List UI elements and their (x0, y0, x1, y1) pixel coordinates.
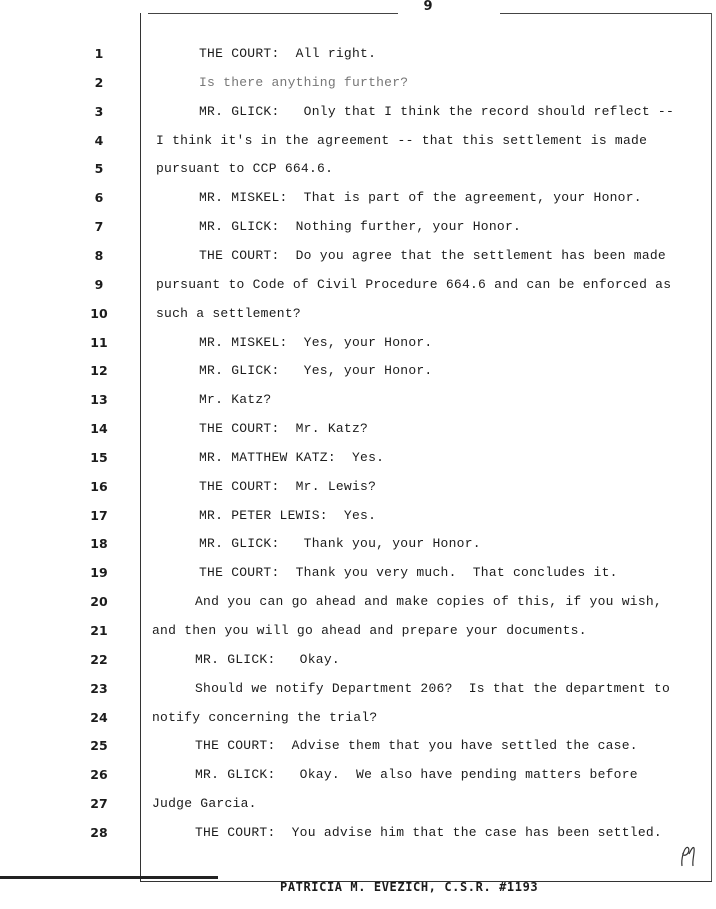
court-reporter-signature-line: PATRICIA M. EVEZICH, C.S.R. #1193 (280, 880, 539, 894)
transcript-line: MR. GLICK: Okay. (195, 652, 340, 667)
transcript-line: MR. GLICK: Only that I think the record should reflect -- (199, 104, 675, 119)
transcript-line: THE COURT: Do you agree that the settlement has been made (199, 248, 666, 263)
line-number: 17 (90, 508, 108, 523)
line-number: 27 (90, 796, 108, 811)
line-number: 3 (94, 104, 104, 119)
line-number: 24 (90, 710, 108, 725)
line-number: 1 (94, 46, 104, 61)
line-number: 25 (90, 738, 108, 753)
line-number: 28 (90, 825, 108, 840)
line-number: 13 (90, 392, 108, 407)
line-number: 19 (90, 565, 108, 580)
transcript-line: Should we notify Department 206? Is that the department to (195, 681, 671, 696)
top-rule-left (148, 13, 398, 14)
line-number: 21 (90, 623, 108, 638)
transcript-line: MR. MISKEL: Yes, your Honor. (199, 335, 433, 350)
transcript-line: THE COURT: You advise him that the case has been settled. (195, 825, 662, 840)
transcript-line: Mr. Katz? (199, 392, 272, 407)
right-margin-rule (711, 13, 712, 882)
line-number: 26 (90, 767, 108, 782)
top-rule-right (500, 13, 712, 14)
line-number: 22 (90, 652, 108, 667)
transcript-line: pursuant to Code of Civil Procedure 664.6 and can be enforced as (156, 277, 672, 292)
line-number: 6 (94, 190, 104, 205)
transcript-line: THE COURT: Advise them that you have settled the case. (195, 738, 638, 753)
line-number: 14 (90, 421, 108, 436)
transcript-line: I think it's in the agreement -- that this settlement is made (156, 133, 648, 148)
transcript-line: MR. GLICK: Yes, your Honor. (199, 363, 433, 378)
line-number: 8 (94, 248, 104, 263)
transcript-line: notify concerning the trial? (152, 710, 378, 725)
transcript-line: MR. MISKEL: That is part of the agreement, your Honor. (199, 190, 642, 205)
transcript-line: THE COURT: Thank you very much. That concludes it. (199, 565, 618, 580)
transcript-line: THE COURT: All right. (199, 46, 377, 61)
transcript-line: THE COURT: Mr. Katz? (199, 421, 369, 436)
transcript-line: pursuant to CCP 664.6. (156, 161, 334, 176)
line-number: 11 (90, 335, 108, 350)
left-margin-rule (140, 13, 141, 882)
handwritten-initials-mark (676, 840, 698, 870)
line-number: 10 (90, 306, 108, 321)
transcript-line: MR. GLICK: Thank you, your Honor. (199, 536, 481, 551)
transcript-line: MR. MATTHEW KATZ: Yes. (199, 450, 385, 465)
transcript-line: Judge Garcia. (152, 796, 257, 811)
transcript-line: such a settlement? (156, 306, 301, 321)
transcript-line: Is there anything further? (199, 75, 409, 90)
transcript-line: THE COURT: Mr. Lewis? (199, 479, 377, 494)
line-number: 12 (90, 363, 108, 378)
transcript-line: And you can go ahead and make copies of this, if you wish, (195, 594, 662, 609)
line-number: 2 (94, 75, 104, 90)
line-number: 15 (90, 450, 108, 465)
footer-rule (0, 876, 218, 879)
transcript-line: and then you will go ahead and prepare your documents. (152, 623, 587, 638)
line-number: 23 (90, 681, 108, 696)
line-number: 7 (94, 219, 104, 234)
line-number: 4 (94, 133, 104, 148)
transcript-line: MR. GLICK: Nothing further, your Honor. (199, 219, 522, 234)
line-number: 20 (90, 594, 108, 609)
line-number: 18 (90, 536, 108, 551)
transcript-line: MR. GLICK: Okay. We also have pending matters before (195, 767, 638, 782)
page-number: 9 (423, 0, 433, 14)
line-number: 9 (94, 277, 104, 292)
transcript-line: MR. PETER LEWIS: Yes. (199, 508, 377, 523)
line-number: 5 (94, 161, 104, 176)
line-number: 16 (90, 479, 108, 494)
